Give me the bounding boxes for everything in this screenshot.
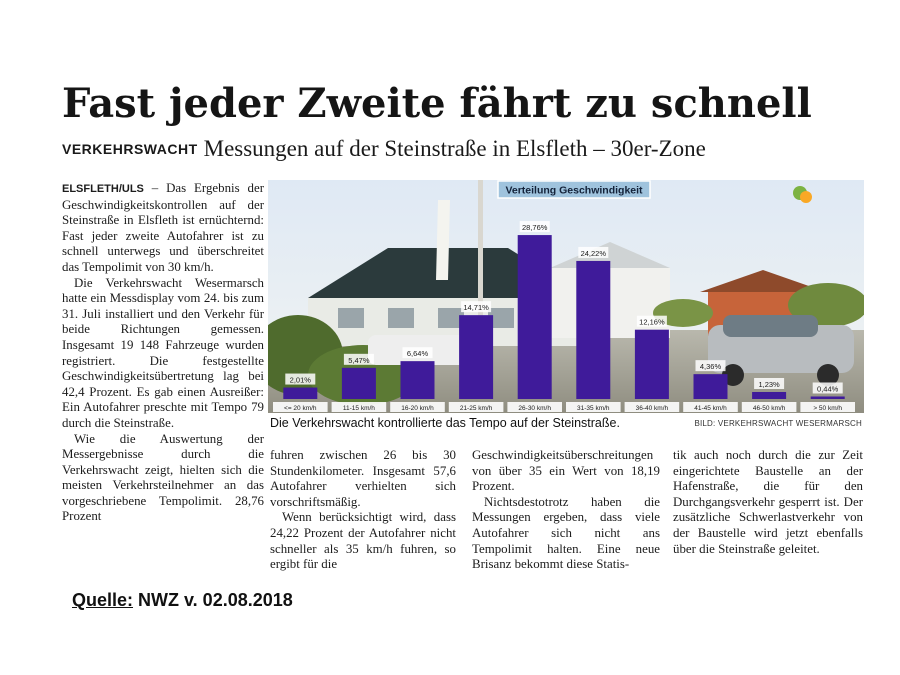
svg-text:2,01%: 2,01% bbox=[289, 375, 311, 385]
photo-credit: BILD: VERKEHRSWACHT WESERMARSCH bbox=[694, 419, 862, 428]
paragraph: Geschwindigkeitsüberschreitungen von über 35 ein Wert von 18,19 Prozent. bbox=[472, 448, 660, 494]
value-label-6 bbox=[637, 316, 667, 327]
paragraph bbox=[62, 181, 264, 276]
value-label-5 bbox=[578, 247, 608, 258]
svg-text:41-45 km/h: 41-45 km/h bbox=[694, 405, 727, 412]
svg-text:0,44%: 0,44% bbox=[817, 384, 839, 394]
article-column-3 bbox=[472, 448, 660, 573]
svg-text:28,76%: 28,76% bbox=[521, 223, 548, 233]
category-label-6 bbox=[625, 402, 680, 412]
paragraph: tik auch noch durch die zur Zeit eingerichtete Baustelle an der Hafenstraße, die für den Durchgangsverkehr gesperrt ist. Der zusätzliche Schwerlastverkehr von der Baustelle wird jetzt ebenfalls über die Steinstraße geleitet. bbox=[673, 448, 863, 556]
bar-4 bbox=[518, 235, 552, 399]
headline: Fast jeder Zweite fährt zu schnell bbox=[62, 80, 812, 127]
speed-distribution-chart bbox=[268, 180, 864, 413]
source-label: Quelle: bbox=[72, 590, 134, 610]
svg-text:<= 20 km/h: <= 20 km/h bbox=[284, 405, 317, 412]
svg-text:36-40 km/h: 36-40 km/h bbox=[635, 405, 669, 412]
value-label-1 bbox=[344, 354, 374, 365]
svg-text:5,47%: 5,47% bbox=[348, 355, 370, 365]
photo-caption-bar bbox=[268, 414, 864, 434]
svg-text:26-30 km/h: 26-30 km/h bbox=[518, 405, 551, 412]
value-label-9 bbox=[813, 382, 843, 393]
svg-text:12,16%: 12,16% bbox=[639, 317, 665, 327]
svg-text:21-25 km/h: 21-25 km/h bbox=[459, 405, 493, 412]
chart-title: Verteilung Geschwindigkeit bbox=[505, 184, 643, 197]
photo-caption: Die Verkehrswacht kontrollierte das Tempo auf der Steinstraße. bbox=[270, 416, 620, 430]
value-label-8 bbox=[754, 378, 784, 389]
category-label-7 bbox=[683, 402, 738, 412]
bar-0 bbox=[283, 388, 317, 399]
bar-6 bbox=[635, 330, 669, 399]
article-column-4 bbox=[673, 448, 863, 557]
chart-title-box bbox=[498, 181, 650, 198]
category-label-9 bbox=[800, 402, 855, 412]
value-label-7 bbox=[696, 360, 726, 371]
category-label-8 bbox=[742, 402, 797, 412]
subheadline: Messungen auf der Steinstraße in Elsfleth – 30er-Zone bbox=[203, 136, 706, 161]
chart-photo bbox=[268, 180, 864, 413]
category-label-3 bbox=[449, 402, 504, 412]
category-label-0 bbox=[273, 402, 328, 412]
article-column-2 bbox=[270, 448, 456, 573]
category-label-4 bbox=[507, 402, 562, 412]
value-label-0 bbox=[285, 374, 315, 385]
category-label-5 bbox=[566, 402, 621, 412]
svg-text:31-35 km/h: 31-35 km/h bbox=[577, 405, 610, 412]
category-label-2 bbox=[390, 402, 445, 412]
bar-5 bbox=[576, 261, 610, 399]
subheadline-row bbox=[62, 134, 842, 164]
value-label-3 bbox=[461, 301, 491, 312]
svg-text:24,22%: 24,22% bbox=[580, 248, 607, 258]
paragraph-text: – Das Ergebnis der Geschwindigkeitskontrollen auf der Steinstraße in Elsfleth ist ernüchternd: Fast jeder zweite Autofahrer ist zu schnell unterwegs und überschreitet das Tempolimit von 30 km/h. bbox=[62, 181, 264, 274]
svg-text:> 50 km/h: > 50 km/h bbox=[813, 405, 843, 412]
svg-text:4,36%: 4,36% bbox=[699, 362, 722, 372]
bar-3 bbox=[459, 315, 493, 399]
svg-text:16-20 km/h: 16-20 km/h bbox=[401, 405, 434, 412]
value-label-4 bbox=[520, 221, 550, 232]
source-text: NWZ v. 02.08.2018 bbox=[133, 590, 293, 610]
bar-9 bbox=[811, 396, 845, 399]
bar-8 bbox=[752, 392, 786, 399]
dateline: ELSFLETH/ULS bbox=[62, 183, 144, 195]
svg-text:11-15 km/h: 11-15 km/h bbox=[342, 405, 375, 412]
svg-text:46-50 km/h: 46-50 km/h bbox=[752, 405, 786, 412]
bar-1 bbox=[342, 368, 376, 399]
svg-text:6,64%: 6,64% bbox=[406, 349, 429, 359]
bar-2 bbox=[401, 361, 435, 399]
paragraph: Nichtsdestotrotz haben die Messungen ergeben, dass viele Autofahrer sich nicht ans Tempolimit halten. Eine neue Brisanz bekommt diese Statis- bbox=[472, 494, 660, 572]
bar-7 bbox=[694, 374, 728, 399]
svg-text:14,71%: 14,71% bbox=[463, 303, 489, 313]
article-column-1 bbox=[62, 181, 264, 525]
kicker: VERKEHRSWACHT bbox=[62, 141, 198, 157]
paragraph: Die Verkehrswacht Wesermarsch hatte ein Messdisplay vom 24. bis zum 31. Juli installiert und den Verkehr für beide Richtungen gemessen. Insgesamt 19 148 Fahrzeuge wurden registriert. Die festgestellte Geschwindigkeitsübertretung lag bei 42,4 Prozent. Es gab einen Ausreißer: Ein Autofahrer preschte mit Tempo 79 durch die Steinstraße. bbox=[62, 275, 264, 430]
paragraph: Wie die Auswertung der Messergebnisse durch die Verkehrswacht zeigt, hielten sich die meisten Verkehrsteilnehmer an das vorgeschriebene Tempolimit. 28,76 Prozent bbox=[62, 431, 264, 524]
category-label-1 bbox=[332, 402, 387, 412]
svg-text:1,23%: 1,23% bbox=[758, 379, 780, 389]
paragraph: Wenn berücksichtigt wird, dass 24,22 Prozent der Autofahrer nicht schneller als 35 km/h fuhren, so ergibt für die bbox=[270, 510, 456, 572]
paragraph: fuhren zwischen 26 bis 30 Stundenkilometer. Insgesamt 57,6 Autofahrer verhielten sich vorschriftsmäßig. bbox=[270, 448, 456, 509]
source-note bbox=[72, 590, 293, 611]
value-label-2 bbox=[403, 347, 433, 358]
